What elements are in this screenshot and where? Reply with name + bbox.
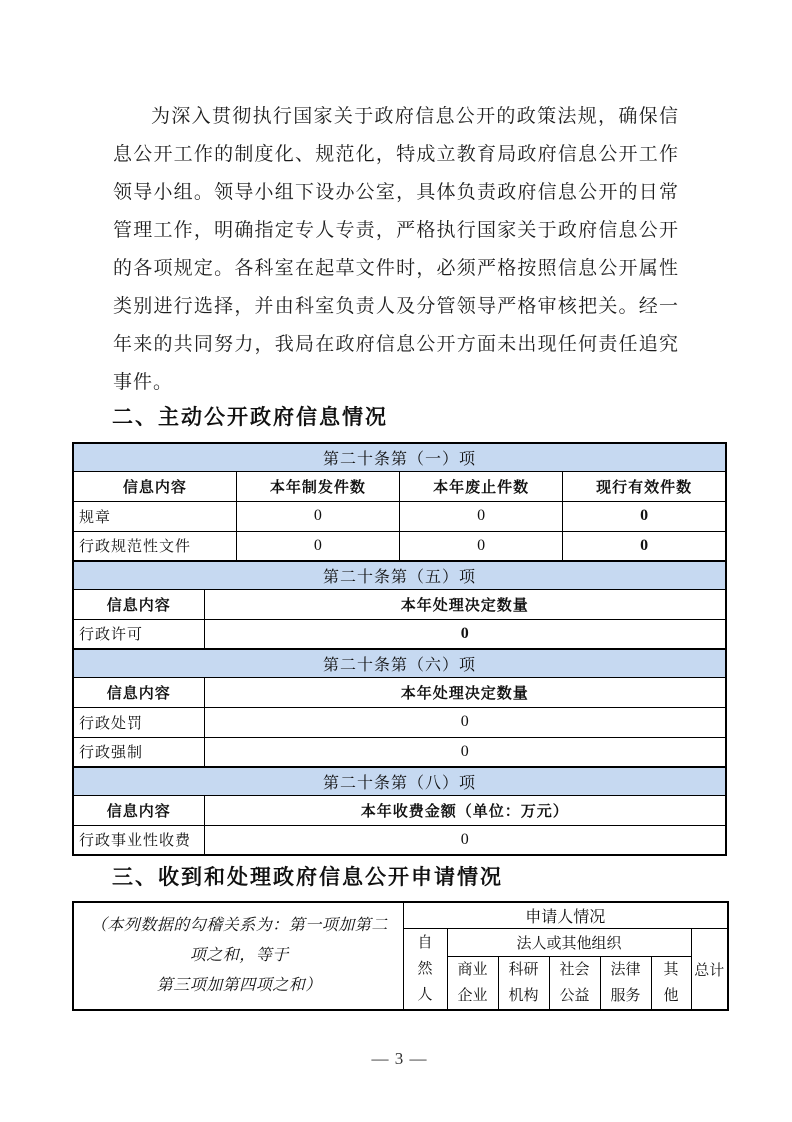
heading-section-2: 二、主动公开政府信息情况 (112, 406, 388, 429)
table-row (73, 619, 726, 649)
row-label: 规章 (73, 501, 236, 531)
cell-value: 0 (204, 825, 726, 855)
column-header-total: 总计 (691, 929, 728, 1011)
column-header-research-institution: 科研机构 (498, 957, 549, 1011)
table-section-title: 第二十条第（一）项 (73, 443, 726, 471)
cell-value: 0 (204, 737, 726, 767)
cell-value: 0 (563, 501, 726, 531)
column-header: 信息内容 (73, 677, 204, 707)
column-header: 本年处理决定数量 (204, 589, 726, 619)
column-header: 信息内容 (73, 795, 204, 825)
disclosure-table-article20-item5 (72, 560, 727, 650)
table-row (73, 501, 726, 531)
note-line: 第三项加第四项之和） (156, 977, 322, 994)
cell-value: 0 (204, 619, 726, 649)
column-header: 信息内容 (73, 589, 204, 619)
row-label: 行政强制 (73, 737, 204, 767)
column-header-social-welfare: 社会公益 (549, 957, 600, 1011)
cell-value: 0 (400, 531, 563, 561)
application-table (72, 901, 729, 1011)
cell-value: 0 (400, 501, 563, 531)
disclosure-table-article20-item1 (72, 442, 727, 562)
table-row (73, 531, 726, 561)
table-row (73, 707, 726, 737)
row-label: 行政事业性收费 (73, 825, 204, 855)
note-line: （本列数据的勾稽关系为：第一项加第二项之和，等于 (90, 917, 388, 964)
cell-value: 0 (204, 707, 726, 737)
column-header-legal-service: 法律服务 (600, 957, 651, 1011)
cell-value: 0 (236, 531, 399, 561)
column-header: 本年制发件数 (236, 471, 399, 501)
column-header: 本年废止件数 (400, 471, 563, 501)
column-header-commercial-enterprise: 商业企业 (447, 957, 498, 1011)
disclosure-table-article20-item8 (72, 766, 727, 856)
column-header: 本年收费金额（单位：万元） (204, 795, 726, 825)
row-label: 行政规范性文件 (73, 531, 236, 561)
table-row (73, 737, 726, 767)
table-note (73, 902, 403, 1010)
heading-section-3: 三、收到和处理政府信息公开申请情况 (112, 866, 503, 889)
column-header: 本年处理决定数量 (204, 677, 726, 707)
cell-value: 0 (236, 501, 399, 531)
intro-paragraph: 为深入贯彻执行国家关于政府信息公开的政策法规，确保信息公开工作的制度化、规范化，特成立教育局政府信息公开工作领导小组。领导小组下设办公室，具体负责政府信息公开的日常管理工作，明确指定专人专责，严格执行国家关于政府信息公开的各项规定。各科室在起草文件时，必须严格按照信息公开属性类别进行选择，并由科室负责人及分管领导严格审核把关。经一年来的共同努力，我局在政府信息公开方面未出现任何责任追究事件。 (113, 106, 679, 393)
row-label: 行政许可 (73, 619, 204, 649)
column-header: 信息内容 (73, 471, 236, 501)
applicant-status-header: 申请人情况 (403, 902, 728, 929)
column-header-other: 其他 (651, 957, 691, 1011)
table-section-title: 第二十条第（六）项 (73, 649, 726, 677)
table-row (73, 825, 726, 855)
column-header-natural-person: 自然人 (403, 929, 447, 1011)
row-label: 行政处罚 (73, 707, 204, 737)
table-section-title: 第二十条第（八）项 (73, 767, 726, 795)
column-header: 现行有效件数 (563, 471, 726, 501)
column-header-legal-org-group: 法人或其他组织 (447, 929, 691, 957)
table-section-title: 第二十条第（五）项 (73, 561, 726, 589)
cell-value: 0 (563, 531, 726, 561)
page-number: — 3 — (371, 1049, 428, 1068)
disclosure-table-article20-item6 (72, 648, 727, 768)
